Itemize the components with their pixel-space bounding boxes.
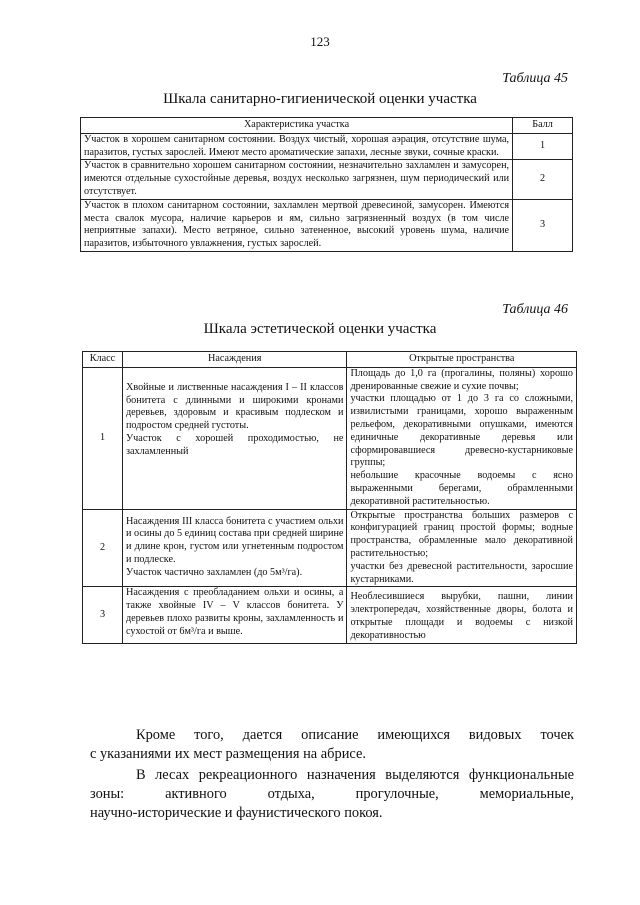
table46-title: Шкала эстетической оценки участка [203,321,437,337]
table-row [83,509,577,587]
page-number: 123 [310,34,330,49]
stands-note: Участок частично захламлен (до 5м³/га). [125,566,303,578]
table46 [82,351,577,644]
body-line: Кроме того, дается описание имеющихся видовых точек [136,727,574,743]
table-cell-class: 1 [83,367,123,509]
table45-caption: Таблица 45 [502,71,568,86]
body-line: В лесах рекреационного назначения выделяются функциональные [136,767,574,783]
table-cell-stands [122,509,346,587]
table-header: Класс [83,352,123,368]
table-row [83,587,577,643]
table-cell-open-spaces [347,509,577,587]
table-cell-description: Участок в сравнительно хорошем санитарном состоянии, незначительно захламлен и замусорен, имеются отдельные сухостойные деревья, воздух несколько загрязнен, шум периодический или отсутствует. [81,160,513,199]
table-cell-score: 3 [513,199,573,251]
body-paragraph-1 [90,726,574,764]
table-cell-open-spaces [347,587,577,643]
table-header-row [81,118,573,134]
table-header-row [83,352,577,368]
table-cell-description: Участок в хорошем санитарном состоянии. Воздух чистый, хорошая аэрация, отсутствие шума, паразитов, густых зарослей. Имеют место ароматические запахи, лесные звуки, сочные краски. [81,133,513,160]
stands-text: Насаждения III класса бонитета с участием ольхи и осины до 5 единиц состава при средней ширине и длине крон, густом или угнетенным подростом и подлеске. [125,515,344,565]
body-line: с указаниями их мест размещения на абрисе. [90,746,366,762]
table-cell-description: Участок в плохом санитарном состоянии, захламлен мертвой древесиной, замусорен. Имеются места свалок мусора, наличие карьеров и ям, сильно загрязненный воздух (в том числе неприятные запахи). Место ветряное, сильно затененное, высокий уровень шума, наличие паразитов, избыточного увлажнения, густых зарослей. [81,199,513,251]
table-cell-class: 3 [83,587,123,643]
table-row [81,199,573,251]
table-cell-score: 2 [513,160,573,199]
table-header: Балл [513,118,573,134]
table45 [80,117,573,252]
table45-title: Шкала санитарно-гигиенической оценки участка [163,91,477,107]
table-cell-open-spaces [347,367,577,509]
table-cell-class: 2 [83,509,123,587]
stands-note: Участок с хорошей проходимостью, не захламленный [125,432,344,457]
table-row [81,133,573,160]
open-space-item: участки без древесной растительности, заросшие кустарниками. [350,560,573,585]
table-header: Открытые пространства [347,352,577,368]
table-header: Насаждения [122,352,346,368]
stands-text: Насаждения с преобладанием ольхи и осины, а также хвойные IV – V классов бонитета. У деревьев плохо развиты кроны, захламленность и сухостой от 6м³/га и выше. [125,587,344,637]
table-header: Характеристика участка [81,118,513,134]
open-space-item: небольшие красочные водоемы с ясно выраженными берегами, обрамленными декоративной растительностью. [350,470,573,507]
body-line: научно-исторические и фаунистического покоя. [90,805,383,821]
body-paragraph-2 [90,766,574,823]
table-cell-stands [122,587,346,643]
stands-text: Хвойные и лиственные насаждения I – II классов бонитета с длинными и широкими кронами деревьев, здоровым и красивым подлеском и подростом средней густоты. [125,381,344,432]
open-space-item: Необлесившиеся вырубки, пашни, линии электропередач, хозяйственные дворы, болота и открытые площади и водоемы с низкой декоративностью [350,591,573,641]
open-space-item: участки площадью от 1 до 3 га со сложными, извилистыми границами, хорошо выраженным рельефом, декоративными опушками, имеются единичные декоративные деревья или сформировавшиеся древесно-кустарниковые группы; [350,393,573,469]
table-row [83,367,577,509]
table-cell-score: 1 [513,133,573,160]
table-row [81,160,573,199]
open-space-item: Открытые пространства больших размеров с конфигурацией границ простой формы; водные пространства, обрамленные мало декоративной растительностью; [350,509,573,559]
table46-caption: Таблица 46 [502,302,568,317]
body-line: зоны: активного отдыха, прогулочные, мемориальные, [90,786,574,802]
table-cell-stands [122,367,346,509]
open-space-item: Площадь до 1,0 га (прогалины, поляны) хорошо дренированные свежие и сухие почвы; [350,367,573,392]
